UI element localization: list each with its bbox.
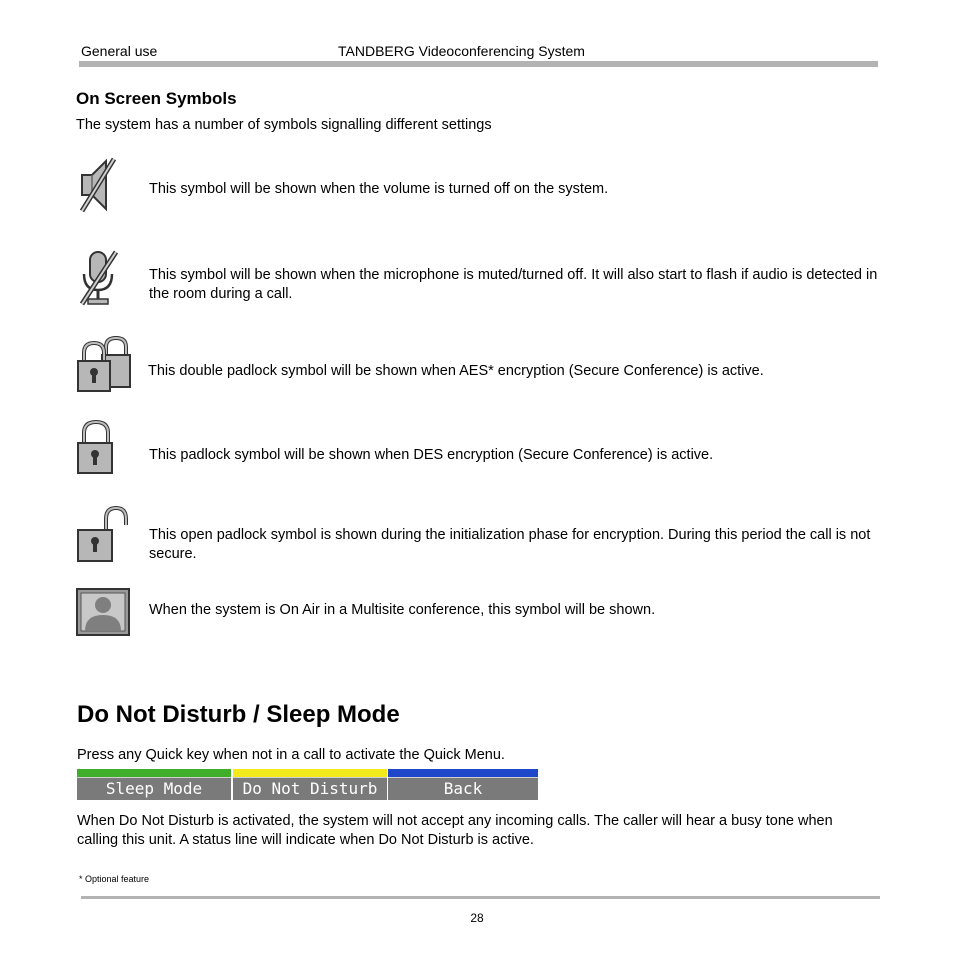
quick-key-color-bar [233,769,387,777]
symbol-description: This double padlock symbol will be shown when AES* encryption (Secure Conference) is active. [148,363,764,379]
section-title: On Screen Symbols [76,89,237,108]
footer-rule [81,896,880,899]
volume-off-icon [76,155,120,215]
on-air-icon [76,588,132,636]
section-intro: The system has a number of symbols signalling different settings [76,117,492,133]
dnd-intro: Press any Quick key when not in a call to activate the Quick Menu. [77,747,505,763]
quick-menu-sleep-mode-button[interactable] [77,769,231,799]
double-padlock-icon [76,335,132,393]
quick-menu-label: Sleep Mode [77,777,231,800]
dnd-section-title: Do Not Disturb / Sleep Mode [77,701,400,728]
quick-menu-label: Do Not Disturb [233,777,387,800]
symbol-description: This symbol will be shown when the microphone is muted/turned off. It will also start to flash if audio is detected in the room during a call. [149,267,878,302]
header-rule [79,61,878,67]
quick-menu-do-not-disturb-button[interactable] [233,769,387,799]
page-number: 28 [470,911,484,925]
symbol-description: This symbol will be shown when the volume is turned off on the system. [149,181,609,197]
symbol-description: This padlock symbol will be shown when DES encryption (Secure Conference) is active. [149,447,714,463]
open-padlock-icon [76,505,128,563]
footnote: * Optional feature [79,874,150,884]
padlock-icon [76,419,116,475]
microphone-muted-icon [76,248,120,308]
quick-key-color-bar [77,769,231,777]
header-product-title: TANDBERG Videoconferencing System [338,43,585,59]
dnd-description: When Do Not Disturb is activated, the system will not accept any incoming calls. The caller will hear a busy tone when calling this unit. A status line will indicate when Do Not Disturb is active. [77,813,833,848]
quick-menu-label: Back [388,777,538,800]
quick-key-color-bar [388,769,538,777]
symbol-description: This open padlock symbol is shown during the initialization phase for encryption. During this period the call is not secure. [149,527,871,562]
header-section-label: General use [81,43,158,59]
quick-menu-back-button[interactable] [388,769,538,799]
symbol-description: When the system is On Air in a Multisite conference, this symbol will be shown. [149,602,656,618]
